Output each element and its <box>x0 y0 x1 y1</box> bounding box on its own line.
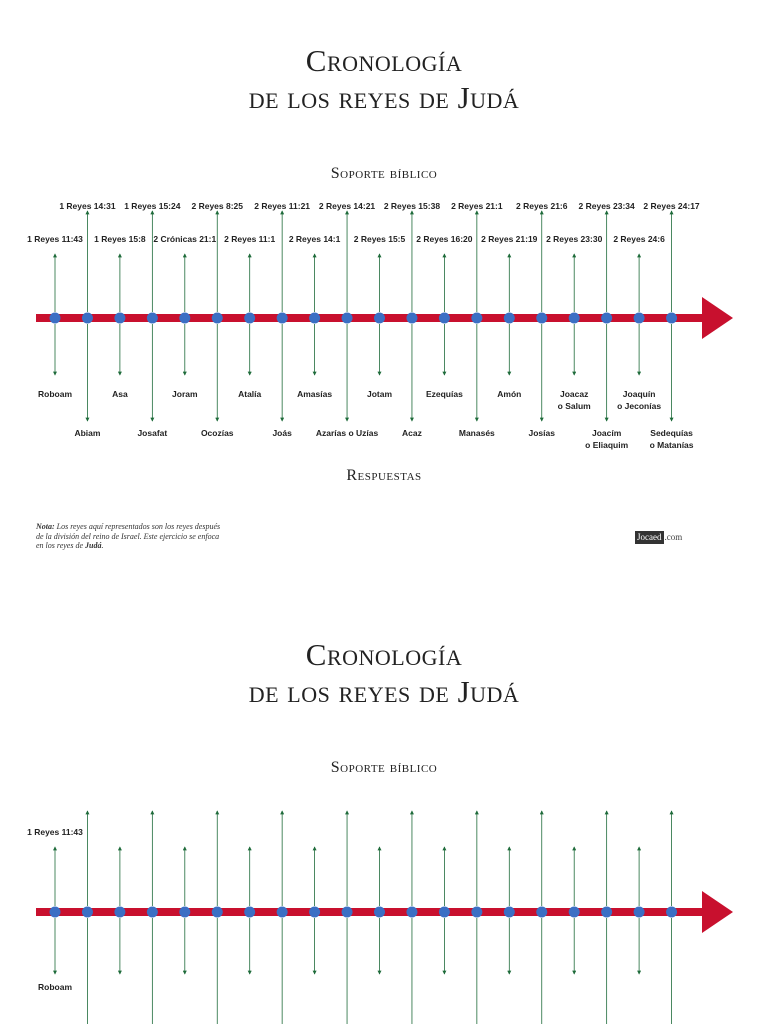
timeline-dot <box>50 313 61 324</box>
king-label: Joacaz <box>560 389 589 399</box>
reference-label: 1 Reyes 11:43 <box>27 827 83 837</box>
reference-label: 2 Reyes 21:1 <box>451 201 503 211</box>
timeline-dot <box>569 313 580 324</box>
king-label: Ezequías <box>425 389 463 399</box>
note-bold: Judá <box>85 541 102 550</box>
note-end: . <box>101 541 104 550</box>
timeline-dot <box>147 313 158 324</box>
king-label: Joram <box>172 389 198 399</box>
reference-label: 2 Reyes 23:34 <box>578 201 635 211</box>
timeline-dot <box>374 907 385 918</box>
timeline-dot <box>536 907 547 918</box>
reference-label: 2 Reyes 8:25 <box>191 201 244 211</box>
panel1-title-line1: Cronología <box>305 43 463 78</box>
king-label: Abiam <box>74 428 101 438</box>
timeline-dot <box>342 907 353 918</box>
timeline-dot <box>666 313 677 324</box>
timeline-answers <box>0 190 768 460</box>
note-text: Los reyes aquí representados son los reyes después de la división del reino de Israel. Este ejercicio se enfoca en los reyes de <box>36 522 221 550</box>
king-label: Joacím <box>592 428 622 438</box>
timeline-dot <box>212 313 223 324</box>
panel1-title <box>0 42 768 116</box>
timeline-dot <box>309 313 320 324</box>
king-label: Acaz <box>402 428 422 438</box>
timeline-dot <box>309 907 320 918</box>
note-label: Nota: <box>36 522 55 531</box>
king-label: o Salum <box>557 401 591 411</box>
king-label: Josías <box>528 428 555 438</box>
reference-label: 2 Reyes 15:38 <box>383 201 441 211</box>
panel1-subtitle: Soporte bíblico <box>330 165 438 182</box>
timeline-dot <box>244 313 255 324</box>
king-label: o Eliaquim <box>585 440 629 450</box>
reference-label: 2 Reyes 21:6 <box>515 201 568 211</box>
reference-label: 1 Reyes 11:43 <box>27 234 83 244</box>
note <box>36 522 226 551</box>
jocaed-logo <box>635 531 682 544</box>
panel2-title-line1: Cronología <box>305 637 463 672</box>
reference-label: 2 Reyes 23:30 <box>546 234 603 244</box>
king-label: o Jeconías <box>617 401 662 411</box>
reference-label: 1 Reyes 14:31 <box>59 201 116 211</box>
panel1-title-line2: de los reyes de Judá <box>248 80 520 115</box>
king-label: Roboam <box>38 389 72 399</box>
timeline-dot <box>82 313 93 324</box>
timeline-dot <box>244 907 255 918</box>
timeline-arrowhead <box>702 891 733 933</box>
timeline-dot <box>114 907 125 918</box>
timeline-dot <box>601 907 612 918</box>
timeline-dot <box>114 313 125 324</box>
king-label: Sedequías <box>650 428 693 438</box>
king-label: Asa <box>112 389 128 399</box>
timeline-dot <box>406 907 417 918</box>
reference-label: 2 Reyes 15:5 <box>353 234 406 244</box>
king-label: Amón <box>497 389 522 399</box>
timeline-dot <box>666 907 677 918</box>
timeline-dot <box>147 907 158 918</box>
reference-label: 2 Reyes 16:20 <box>416 234 473 244</box>
timeline-exercise <box>0 790 768 1024</box>
king-label: Roboam <box>38 982 72 992</box>
timeline-dot <box>634 907 645 918</box>
timeline-dot <box>179 907 190 918</box>
reference-label: 2 Reyes 14:21 <box>318 201 376 211</box>
king-label: Amasías <box>297 389 333 399</box>
timeline-dot <box>179 313 190 324</box>
timeline-dot <box>406 313 417 324</box>
timeline-dot <box>82 907 93 918</box>
timeline-dot <box>504 907 515 918</box>
timeline-dot <box>471 907 482 918</box>
answers-label: Respuestas <box>346 467 422 484</box>
king-label: Ocozías <box>200 428 234 438</box>
timeline-dot <box>471 313 482 324</box>
timeline-dot <box>601 313 612 324</box>
timeline-dot <box>50 907 61 918</box>
reference-label: 1 Reyes 15:24 <box>124 201 181 211</box>
king-label: Atalía <box>238 389 262 399</box>
reference-label: 2 Reyes 24:17 <box>643 201 700 211</box>
panel2-subtitle: Soporte bíblico <box>330 759 438 776</box>
king-label: Azarías o Uzías <box>315 428 379 438</box>
timeline-dot <box>212 907 223 918</box>
timeline-dot <box>277 907 288 918</box>
king-label: o Matanías <box>649 440 694 450</box>
reference-label: 2 Reyes 24:6 <box>613 234 665 244</box>
king-label: Josafat <box>137 428 168 438</box>
king-label: Manasés <box>458 428 495 438</box>
king-label: Jotam <box>366 389 393 399</box>
reference-label: 2 Reyes 14:1 <box>288 234 341 244</box>
timeline-dot <box>439 907 450 918</box>
timeline-dot <box>504 313 515 324</box>
timeline-dot <box>277 313 288 324</box>
timeline-dot <box>634 313 645 324</box>
timeline-dot <box>536 313 547 324</box>
panel2-title-line2: de los reyes de Judá <box>248 674 520 709</box>
logo-ext: .com <box>664 532 683 542</box>
timeline-dot <box>342 313 353 324</box>
reference-label: 2 Crónicas 21:1 <box>153 234 217 244</box>
timeline-arrowhead <box>702 297 733 339</box>
reference-label: 2 Reyes 11:1 <box>224 234 276 244</box>
king-label: Joás <box>272 428 292 438</box>
reference-label: 2 Reyes 11:21 <box>254 201 311 211</box>
logo-name: Jocaed <box>637 532 662 542</box>
timeline-dot <box>374 313 385 324</box>
reference-label: 2 Reyes 21:19 <box>481 234 538 244</box>
timeline-dot <box>569 907 580 918</box>
king-label: Joaquín <box>622 389 656 399</box>
timeline-dot <box>439 313 450 324</box>
panel2-title <box>0 636 768 710</box>
reference-label: 1 Reyes 15:8 <box>94 234 146 244</box>
